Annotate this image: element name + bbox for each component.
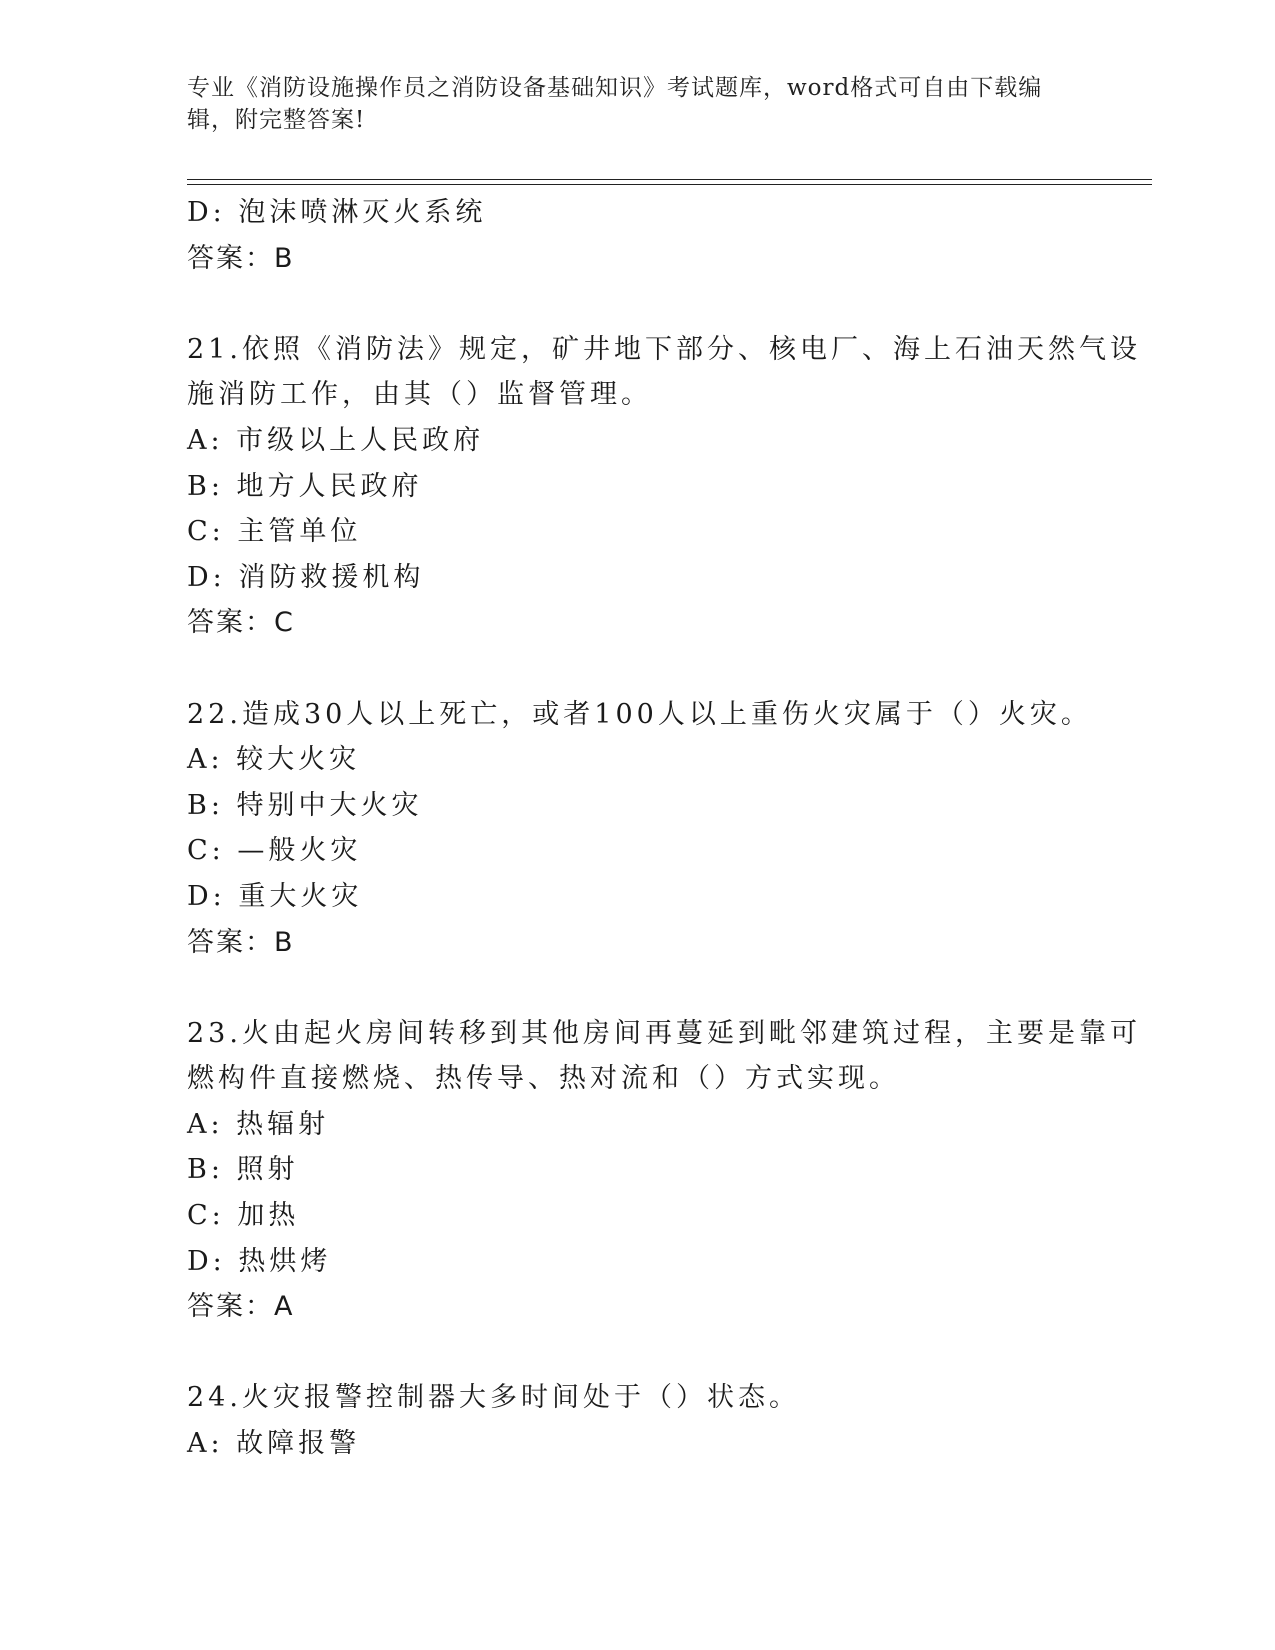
question-21-text: 21.依照《消防法》规定，矿井地下部分、核电厂、海上石油天然气设: [187, 333, 1141, 365]
option-a: A: 热辐射: [187, 1108, 330, 1140]
option-c: C: —般火灾: [187, 835, 362, 867]
option-b: B: 地方人民政府: [187, 470, 423, 502]
answer-line: 答案：B: [187, 926, 295, 958]
option-d: D: 泡沫喷淋灭火系统: [187, 197, 487, 228]
answer-line: 答案：A: [187, 1291, 295, 1323]
option-a: A: 市级以上人民政府: [187, 424, 485, 456]
option-c: C: 主管单位: [187, 516, 362, 548]
document-header: 专业《消防设施操作员之消防设备基础知识》考试题库，word格式可自由下载编辑，附完整答案!: [187, 75, 1043, 133]
answer-line: 答案：C: [187, 607, 295, 639]
question-24-text: 24.火灾报警控制器大多时间处于（）状态。: [187, 1382, 800, 1414]
option-a: A: 较大火灾: [187, 744, 361, 776]
spacer: [187, 1330, 1087, 1376]
spacer: [187, 646, 1087, 692]
option-b: B: 特别中大火灾: [187, 789, 423, 821]
question-23-text-cont: 燃构件直接燃烧、热传导、热对流和（）方式实现。: [187, 1063, 900, 1095]
header-rule-bottom: [187, 184, 1152, 185]
option-b: B: 照射: [187, 1154, 299, 1186]
question-21-text-cont: 施消防工作，由其（）监督管理。: [187, 379, 652, 411]
option-c: C: 加热: [187, 1200, 300, 1232]
option-d: D: 重大火灾: [187, 880, 363, 912]
option-d: D: 热烘烤: [187, 1245, 332, 1277]
question-23-text: 23.火由起火房间转移到其他房间再蔓延到毗邻建筑过程，主要是靠可: [187, 1017, 1141, 1049]
question-22-text: 22.造成30人以上死亡，或者100人以上重伤火灾属于（）火灾。: [187, 698, 1092, 730]
spacer: [187, 281, 1087, 327]
spacer: [187, 965, 1087, 1011]
option-a: A: 故障报警: [187, 1428, 361, 1460]
header-rule-top: [187, 179, 1152, 180]
option-d: D: 消防救援机构: [187, 561, 425, 593]
question-list: [187, 190, 1141, 1467]
answer-line: 答案：B: [187, 242, 295, 274]
